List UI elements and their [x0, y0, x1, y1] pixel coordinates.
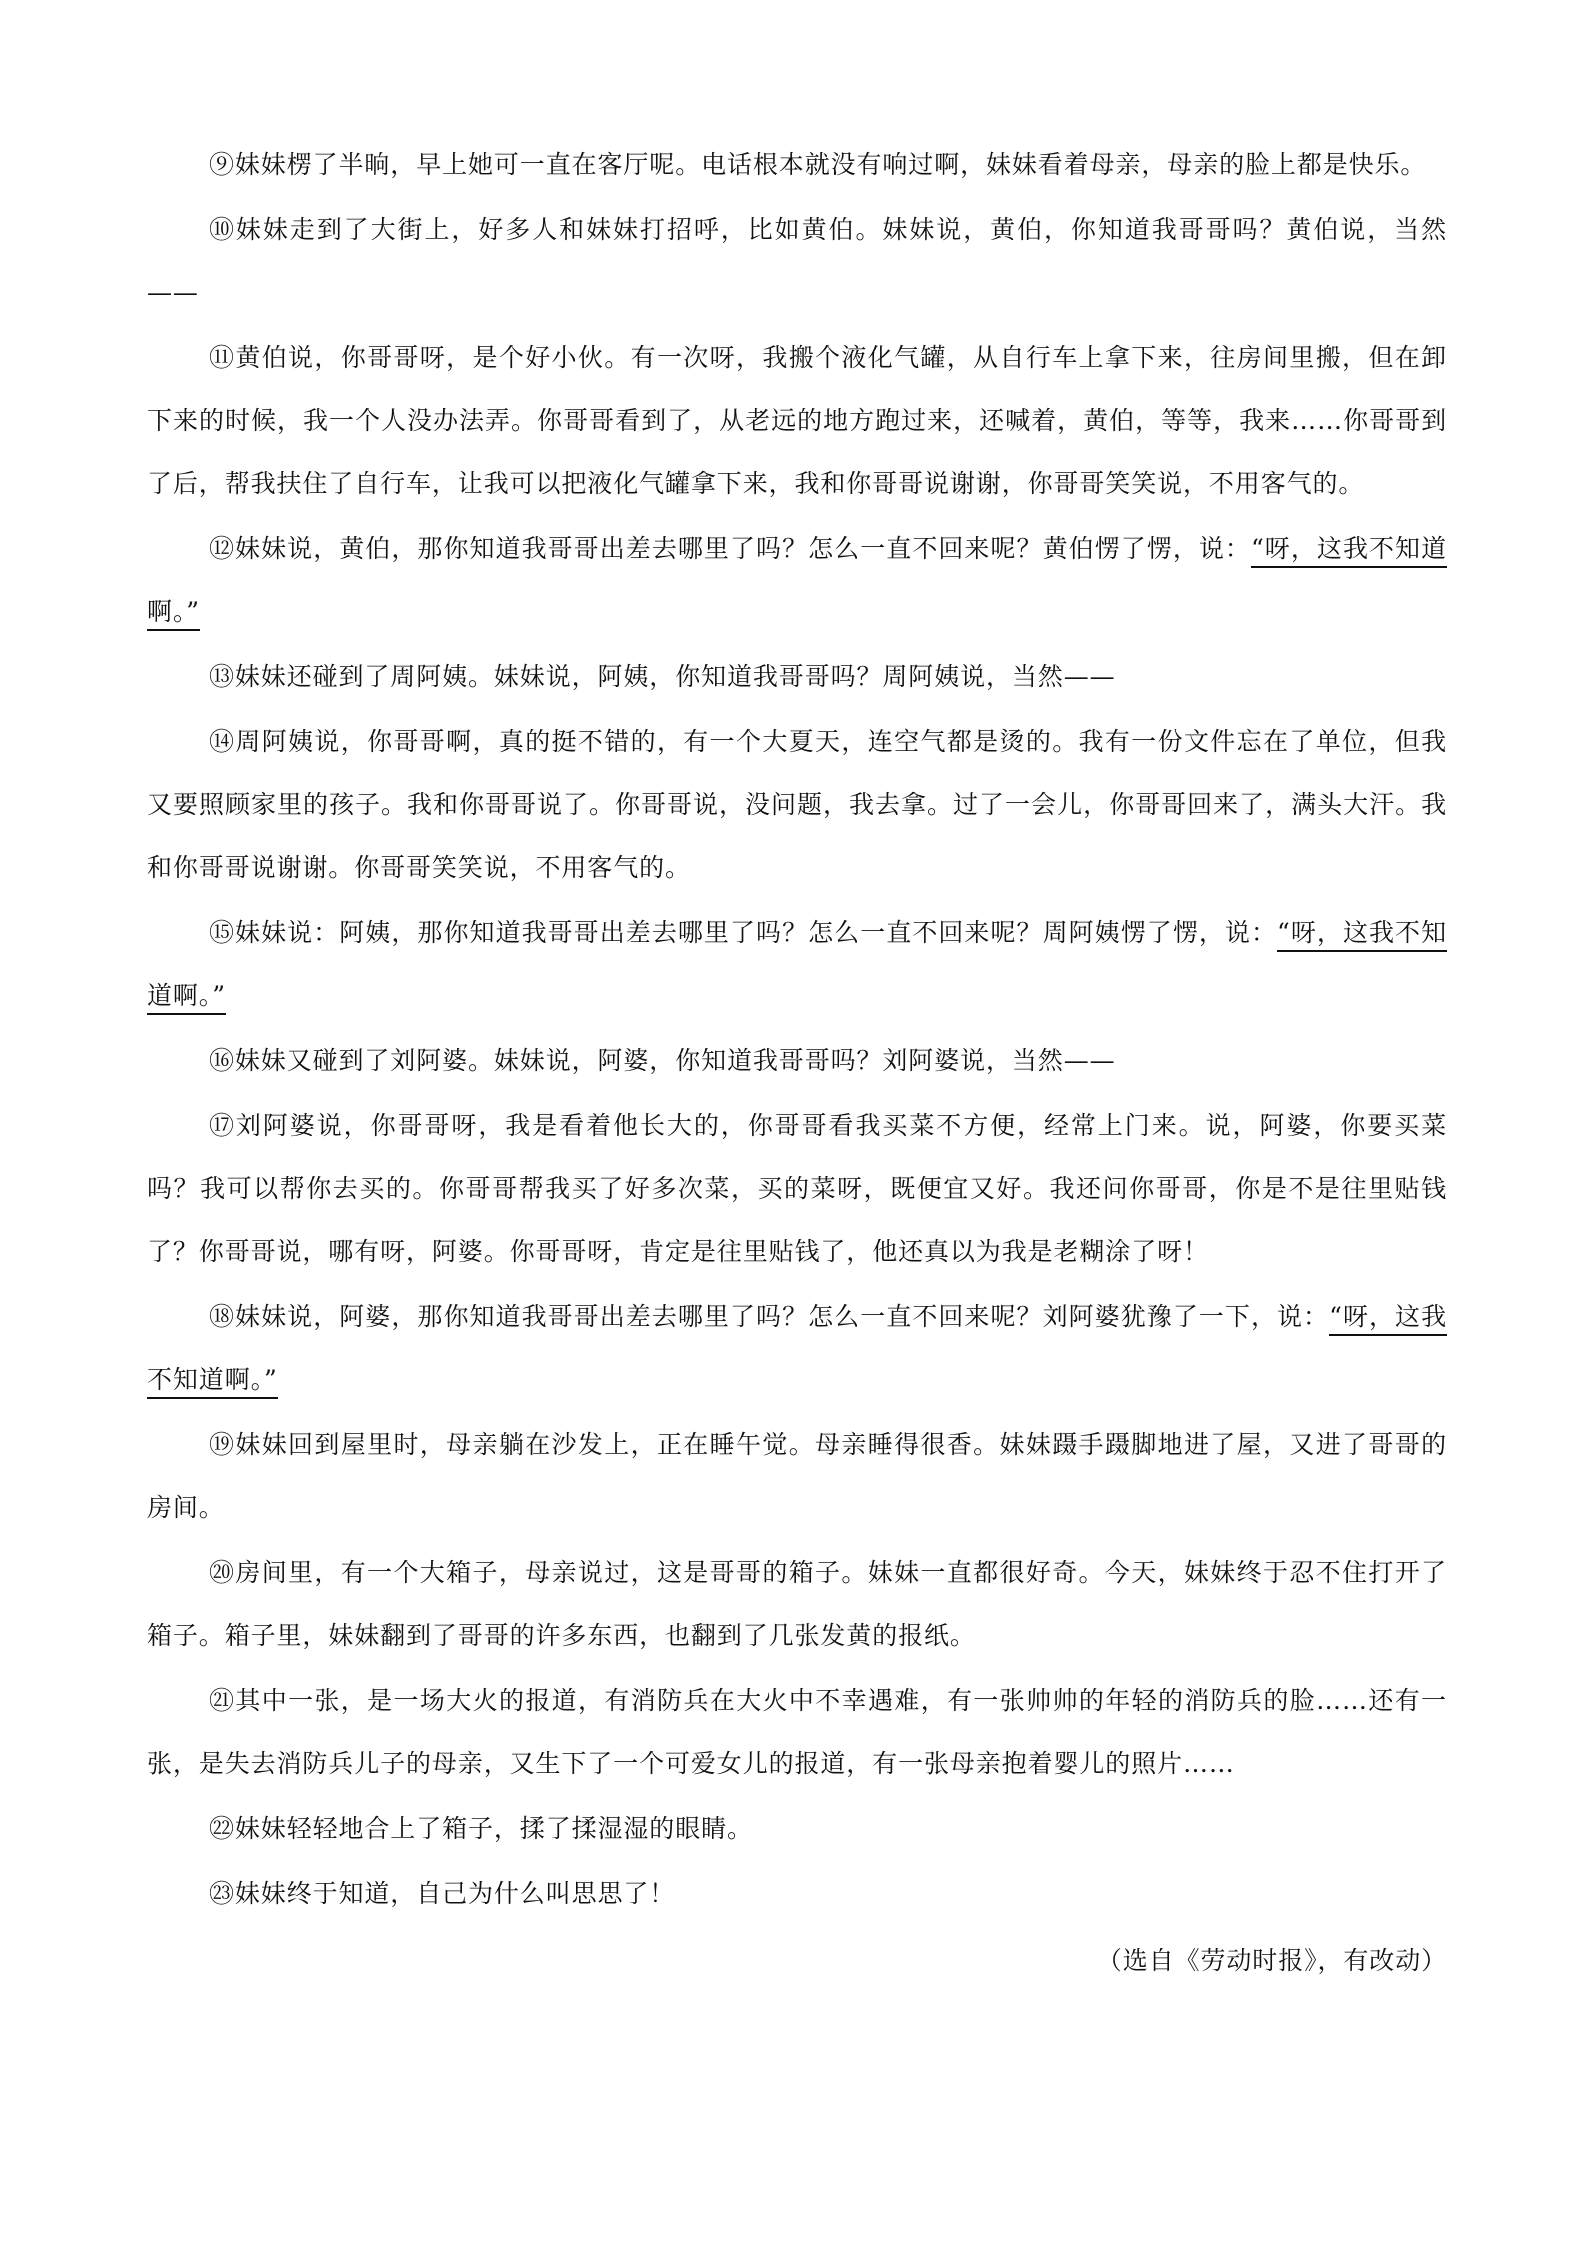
paragraph-text: ⑱妹妹说，阿婆，那你知道我哥哥出差去哪里了吗？怎么一直不回来呢？刘阿婆犹豫了一下，说：: [209, 1302, 1330, 1331]
paragraph-23: [147, 1862, 1447, 1925]
paragraph-text: ⑨妹妹楞了半晌，早上她可一直在客厅呢。电话根本就没有响过啊，妹妹看着母亲，母亲的脸上都是快乐。: [209, 150, 1427, 179]
paragraph-18: [147, 1285, 1447, 1411]
paragraph-text: ⑳房间里，有一个大箱子，母亲说过，这是哥哥的箱子。妹妹一直都很好奇。今天，妹妹终于忍不住打开了箱子。箱子里，妹妹翻到了哥哥的许多东西，也翻到了几张发黄的报纸。: [147, 1558, 1447, 1650]
paragraph-text: ㉓妹妹终于知道，自己为什么叫思思了！: [209, 1879, 676, 1908]
underlined-quote: “呀，这我不知道啊。”: [147, 1302, 1447, 1399]
paragraph-21: [147, 1669, 1447, 1795]
paragraph-17: [147, 1094, 1447, 1283]
paragraph-text: ⑲妹妹回到屋里时，母亲躺在沙发上，正在睡午觉。母亲睡得很香。妹妹蹑手蹑脚地进了屋，又进了哥哥的房间。: [147, 1430, 1447, 1522]
paragraph-16: [147, 1029, 1447, 1092]
paragraph-text: ⑩妹妹走到了大街上，好多人和妹妹打招呼，比如黄伯。妹妹说，黄伯，你知道我哥哥吗？黄伯说，当然——: [147, 215, 1447, 307]
paragraph-text: ⑬妹妹还碰到了周阿姨。妹妹说，阿姨，你知道我哥哥吗？周阿姨说，当然——: [209, 662, 1116, 691]
paragraph-14: [147, 710, 1447, 899]
paragraph-10: [147, 198, 1447, 324]
paragraph-text: ㉑其中一张，是一场大火的报道，有消防兵在大火中不幸遇难，有一张帅帅的年轻的消防兵的脸……还有一张，是失去消防兵儿子的母亲，又生下了一个可爱女儿的报道，有一张母亲抱着婴儿的照片……: [147, 1686, 1447, 1778]
paragraph-text: ⑭周阿姨说，你哥哥啊，真的挺不错的，有一个大夏天，连空气都是烫的。我有一份文件忘在了单位，但我又要照顾家里的孩子。我和你哥哥说了。你哥哥说，没问题，我去拿。过了一会儿，你哥哥回来了，满头大汗。我和你哥哥说谢谢。你哥哥笑笑说，不用客气的。: [147, 727, 1447, 882]
paragraph-text: ㉒妹妹轻轻地合上了箱子，揉了揉湿湿的眼睛。: [209, 1814, 753, 1843]
paragraph-15: [147, 901, 1447, 1027]
underlined-quote: “呀，这我不知道啊。”: [147, 534, 1447, 631]
paragraph-11: [147, 326, 1447, 515]
paragraph-20: [147, 1541, 1447, 1667]
paragraph-text: ⑰刘阿婆说，你哥哥呀，我是看着他长大的，你哥哥看我买菜不方便，经常上门来。说，阿婆，你要买菜吗？我可以帮你去买的。你哥哥帮我买了好多次菜，买的菜呀，既便宜又好。我还问你哥哥，你是不是往里贴钱了？你哥哥说，哪有呀，阿婆。你哥哥呀，肯定是往里贴钱了，他还真以为我是老糊涂了呀！: [147, 1111, 1447, 1266]
paragraph-13: [147, 645, 1447, 708]
article-body: [147, 133, 1447, 1992]
paragraph-text: ⑯妹妹又碰到了刘阿婆。妹妹说，阿婆，你知道我哥哥吗？刘阿婆说，当然——: [209, 1046, 1116, 1075]
paragraph-9: [147, 133, 1447, 196]
paragraph-text: ⑮妹妹说：阿姨，那你知道我哥哥出差去哪里了吗？怎么一直不回来呢？周阿姨愣了愣，说：: [209, 918, 1278, 947]
paragraph-text: ⑫妹妹说，黄伯，那你知道我哥哥出差去哪里了吗？怎么一直不回来呢？黄伯愣了愣，说：: [209, 534, 1251, 563]
underlined-quote: “呀，这我不知道啊。”: [147, 918, 1447, 1015]
paragraph-19: [147, 1413, 1447, 1539]
source-citation: （选自《劳动时报》，有改动）: [1096, 1946, 1447, 1975]
paragraph-text: ⑪黄伯说，你哥哥呀，是个好小伙。有一次呀，我搬个液化气罐，从自行车上拿下来，往房间里搬，但在卸下来的时候，我一个人没办法弄。你哥哥看到了，从老远的地方跑过来，还喊着，黄伯，等等，我来……你哥哥到了后，帮我扶住了自行车，让我可以把液化气罐拿下来，我和你哥哥说谢谢，你哥哥笑笑说，不用客气的。: [147, 343, 1447, 498]
paragraph-12: [147, 517, 1447, 643]
paragraph-22: [147, 1797, 1447, 1860]
